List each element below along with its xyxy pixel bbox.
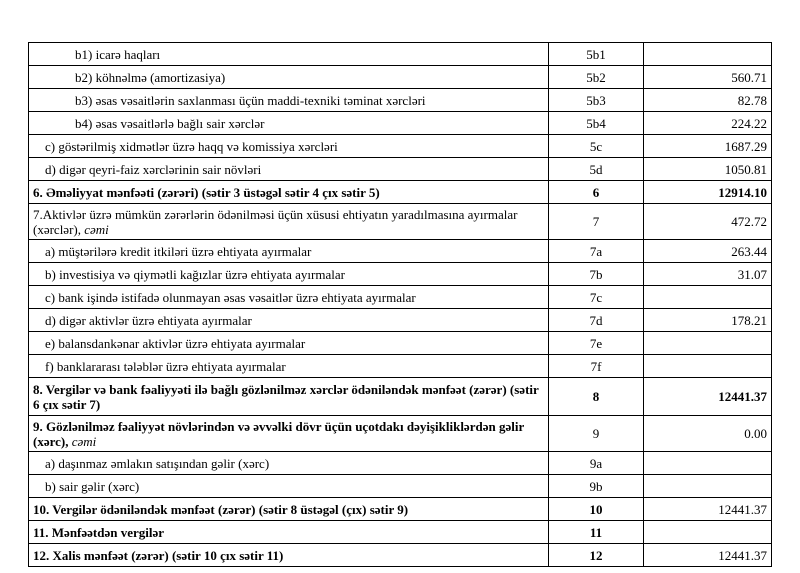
row-label: 8. Vergilər və bank fəaliyyəti ilə bağlı gözlənilməz xərclər ödəniləndək mənfəət (zərər) (sətir 6 çıx sətir 7) [29, 378, 549, 416]
row-label-text: 9. Gözlənilməz fəaliyyət növlərindən və əvvəlki dövr üçün uçotdakı dəyişikliklərdən gəlir (xərc), [33, 418, 524, 449]
table-row [29, 89, 772, 112]
row-value: 224.22 [644, 112, 772, 135]
row-label: b) sair gəlir (xərc) [29, 475, 549, 498]
row-label-emphasis: cəmi [84, 221, 109, 237]
row-label: 10. Vergilər ödəniləndək mənfəət (zərər) (sətir 8 üstəgəl (çıx) sətir 9) [29, 498, 549, 521]
table-row [29, 452, 772, 475]
financial-report-table [28, 42, 772, 567]
row-label: a) müştərilərə kredit itkiləri üzrə ehtiyata ayırmalar [29, 240, 549, 263]
row-value: 0.00 [644, 416, 772, 452]
row-value [644, 332, 772, 355]
table-row [29, 521, 772, 544]
row-code: 7a [549, 240, 644, 263]
row-value [644, 286, 772, 309]
row-value [644, 43, 772, 66]
row-code: 7d [549, 309, 644, 332]
table-row [29, 332, 772, 355]
table-row [29, 43, 772, 66]
row-label [29, 416, 549, 452]
row-value: 31.07 [644, 263, 772, 286]
row-label: b2) köhnəlmə (amortizasiya) [29, 66, 549, 89]
row-value: 12441.37 [644, 378, 772, 416]
row-value: 1050.81 [644, 158, 772, 181]
table-row [29, 498, 772, 521]
row-code: 5b1 [549, 43, 644, 66]
row-label-emphasis: cəmi [71, 433, 97, 449]
row-code: 7b [549, 263, 644, 286]
row-code: 7f [549, 355, 644, 378]
row-value: 472.72 [644, 204, 772, 240]
row-value: 178.21 [644, 309, 772, 332]
table-row [29, 204, 772, 240]
row-code: 11 [549, 521, 644, 544]
row-value [644, 475, 772, 498]
table-row [29, 135, 772, 158]
row-label [29, 204, 549, 240]
row-label: d) digər qeyri-faiz xərclərinin sair növləri [29, 158, 549, 181]
row-code: 5b2 [549, 66, 644, 89]
row-value: 12914.10 [644, 181, 772, 204]
row-label: e) balansdankənar aktivlər üzrə ehtiyata ayırmalar [29, 332, 549, 355]
table-row [29, 286, 772, 309]
row-label-text: 7.Aktivlər üzrə mümkün zərərlərin ödənilməsi üçün xüsusi ehtiyatın yaradılmasına ayırmalar (xərclər), [33, 206, 518, 237]
row-label: 12. Xalis mənfəət (zərər) (sətir 10 çıx sətir 11) [29, 544, 549, 567]
row-code: 5d [549, 158, 644, 181]
row-code: 12 [549, 544, 644, 567]
row-value: 263.44 [644, 240, 772, 263]
row-code: 6 [549, 181, 644, 204]
row-label: b3) əsas vəsaitlərin saxlanması üçün maddi-texniki təminat xərcləri [29, 89, 549, 112]
table-row [29, 181, 772, 204]
row-value [644, 452, 772, 475]
row-label: b1) icarə haqları [29, 43, 549, 66]
row-code: 9 [549, 416, 644, 452]
row-value: 560.71 [644, 66, 772, 89]
row-label: d) digər aktivlər üzrə ehtiyata ayırmalar [29, 309, 549, 332]
table-row [29, 112, 772, 135]
row-value: 12441.37 [644, 544, 772, 567]
row-value [644, 355, 772, 378]
row-value: 1687.29 [644, 135, 772, 158]
row-label: c) bank işində istifadə olunmayan əsas vəsaitlər üzrə ehtiyata ayırmalar [29, 286, 549, 309]
row-code: 5b3 [549, 89, 644, 112]
table-row [29, 544, 772, 567]
table-row [29, 378, 772, 416]
row-label: b) investisiya və qiymətli kağızlar üzrə ehtiyata ayırmalar [29, 263, 549, 286]
row-code: 7e [549, 332, 644, 355]
row-label: a) daşınmaz əmlakın satışından gəlir (xərc) [29, 452, 549, 475]
table-row [29, 309, 772, 332]
table-row [29, 263, 772, 286]
row-label: 11. Mənfəətdən vergilər [29, 521, 549, 544]
row-code: 7 [549, 204, 644, 240]
table-row [29, 158, 772, 181]
row-label: b4) əsas vəsaitlərlə bağlı sair xərclər [29, 112, 549, 135]
row-label: f) banklararası tələblər üzrə ehtiyata ayırmalar [29, 355, 549, 378]
row-code: 7c [549, 286, 644, 309]
table-row [29, 355, 772, 378]
row-label: c) göstərilmiş xidmətlər üzrə haqq və komissiya xərcləri [29, 135, 549, 158]
table-row [29, 475, 772, 498]
row-code: 5b4 [549, 112, 644, 135]
row-code: 8 [549, 378, 644, 416]
row-value: 12441.37 [644, 498, 772, 521]
row-code: 9a [549, 452, 644, 475]
table-row [29, 66, 772, 89]
table-row [29, 416, 772, 452]
row-value: 82.78 [644, 89, 772, 112]
row-value [644, 521, 772, 544]
table-row [29, 240, 772, 263]
row-code: 9b [549, 475, 644, 498]
row-code: 10 [549, 498, 644, 521]
row-code: 5c [549, 135, 644, 158]
row-label: 6. Əməliyyat mənfəəti (zərəri) (sətir 3 üstəgəl sətir 4 çıx sətir 5) [29, 181, 549, 204]
